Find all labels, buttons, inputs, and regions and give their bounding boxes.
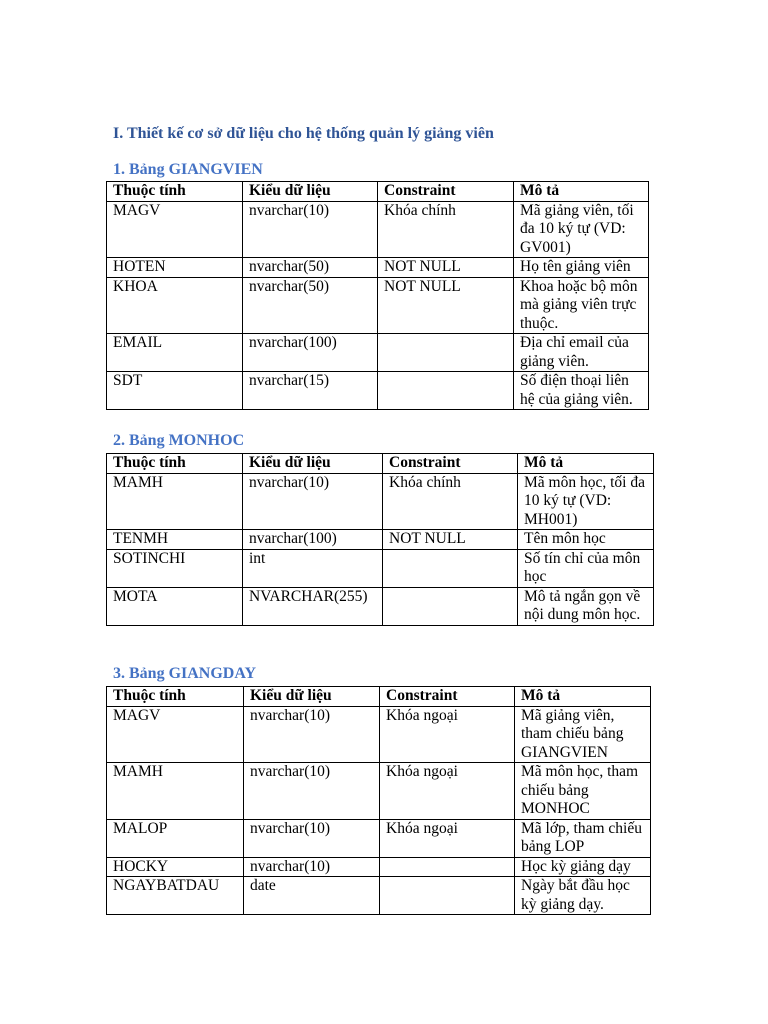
table-row — [107, 258, 649, 278]
cell-constraint: NOT NULL — [383, 530, 518, 550]
header-description: Mô tả — [514, 182, 649, 202]
cell-datatype: nvarchar(10) — [243, 473, 383, 530]
table-row — [107, 819, 651, 857]
cell-description: Tên môn học — [518, 530, 654, 550]
cell-description: Mô tả ngắn gọn về nội dung môn học. — [518, 587, 654, 625]
cell-description: Ngày bắt đầu học kỳ giảng dạy. — [515, 877, 651, 915]
document-title: I. Thiết kế cơ sở dữ liệu cho hệ thống quản lý giảng viên — [113, 125, 494, 142]
cell-constraint — [378, 334, 514, 372]
cell-description: Địa chỉ email của giảng viên. — [514, 334, 649, 372]
header-description: Mô tả — [518, 454, 654, 474]
cell-datatype: nvarchar(100) — [243, 334, 378, 372]
cell-attribute: MAMH — [107, 473, 243, 530]
cell-attribute: MAGV — [107, 201, 243, 258]
cell-attribute: SDT — [107, 372, 243, 410]
cell-datatype: nvarchar(100) — [243, 530, 383, 550]
cell-constraint — [378, 372, 514, 410]
cell-constraint: Khóa ngoại — [380, 819, 515, 857]
cell-datatype: nvarchar(50) — [243, 258, 378, 278]
table-row — [107, 857, 651, 877]
cell-attribute: MAGV — [107, 706, 244, 763]
table-row — [107, 877, 651, 915]
cell-constraint: Khóa chính — [378, 201, 514, 258]
cell-datatype: int — [243, 549, 383, 587]
cell-constraint: Khóa ngoại — [380, 706, 515, 763]
cell-description: Mã môn học, tối đa 10 ký tự (VD: MH001) — [518, 473, 654, 530]
cell-attribute: MALOP — [107, 819, 244, 857]
table-row — [107, 201, 649, 258]
cell-constraint: NOT NULL — [378, 258, 514, 278]
cell-datatype: nvarchar(10) — [244, 857, 380, 877]
cell-constraint: Khóa ngoại — [380, 763, 515, 820]
cell-datatype: NVARCHAR(255) — [243, 587, 383, 625]
cell-description: Số điện thoại liên hệ của giảng viên. — [514, 372, 649, 410]
header-datatype: Kiểu dữ liệu — [243, 454, 383, 474]
cell-attribute: MOTA — [107, 587, 243, 625]
table-heading-giangday: 3. Bảng GIANGDAY — [113, 665, 256, 682]
cell-datatype: nvarchar(10) — [244, 763, 380, 820]
cell-datatype: nvarchar(50) — [243, 277, 378, 334]
cell-datatype: nvarchar(10) — [244, 819, 380, 857]
cell-attribute: TENMH — [107, 530, 243, 550]
cell-description: Mã lớp, tham chiếu bảng LOP — [515, 819, 651, 857]
header-attribute: Thuộc tính — [107, 687, 244, 707]
cell-constraint: NOT NULL — [378, 277, 514, 334]
cell-datatype: nvarchar(10) — [244, 706, 380, 763]
table-row — [107, 372, 649, 410]
cell-attribute: KHOA — [107, 277, 243, 334]
cell-datatype: date — [244, 877, 380, 915]
cell-description: Số tín chỉ của môn học — [518, 549, 654, 587]
table-row — [107, 763, 651, 820]
giangvien-table — [106, 181, 649, 410]
table-row — [107, 473, 654, 530]
header-description: Mô tả — [515, 687, 651, 707]
cell-description: Mã môn học, tham chiếu bảng MONHOC — [515, 763, 651, 820]
table-heading-giangvien: 1. Bảng GIANGVIEN — [113, 161, 263, 178]
cell-attribute: MAMH — [107, 763, 244, 820]
cell-description: Họ tên giảng viên — [514, 258, 649, 278]
cell-constraint — [380, 857, 515, 877]
cell-datatype: nvarchar(10) — [243, 201, 378, 258]
cell-datatype: nvarchar(15) — [243, 372, 378, 410]
giangday-table — [106, 686, 651, 915]
header-datatype: Kiểu dữ liệu — [243, 182, 378, 202]
cell-attribute: HOCKY — [107, 857, 244, 877]
cell-attribute: EMAIL — [107, 334, 243, 372]
cell-constraint: Khóa chính — [383, 473, 518, 530]
cell-attribute: SOTINCHI — [107, 549, 243, 587]
table-row — [107, 549, 654, 587]
header-attribute: Thuộc tính — [107, 182, 243, 202]
header-constraint: Constraint — [380, 687, 515, 707]
cell-attribute: NGAYBATDAU — [107, 877, 244, 915]
table-row — [107, 530, 654, 550]
cell-attribute: HOTEN — [107, 258, 243, 278]
cell-constraint — [383, 587, 518, 625]
cell-description: Khoa hoặc bộ môn mà giảng viên trực thuộc. — [514, 277, 649, 334]
header-constraint: Constraint — [383, 454, 518, 474]
header-constraint: Constraint — [378, 182, 514, 202]
table-header-row — [107, 687, 651, 707]
cell-description: Mã giảng viên, tham chiếu bảng GIANGVIEN — [515, 706, 651, 763]
header-datatype: Kiểu dữ liệu — [244, 687, 380, 707]
cell-description: Học kỳ giảng dạy — [515, 857, 651, 877]
table-row — [107, 277, 649, 334]
table-header-row — [107, 454, 654, 474]
table-heading-monhoc: 2. Bảng MONHOC — [113, 432, 245, 449]
table-header-row — [107, 182, 649, 202]
cell-constraint — [380, 877, 515, 915]
cell-description: Mã giảng viên, tối đa 10 ký tự (VD: GV001) — [514, 201, 649, 258]
table-row — [107, 706, 651, 763]
table-row — [107, 587, 654, 625]
monhoc-table — [106, 453, 654, 626]
table-row — [107, 334, 649, 372]
header-attribute: Thuộc tính — [107, 454, 243, 474]
cell-constraint — [383, 549, 518, 587]
